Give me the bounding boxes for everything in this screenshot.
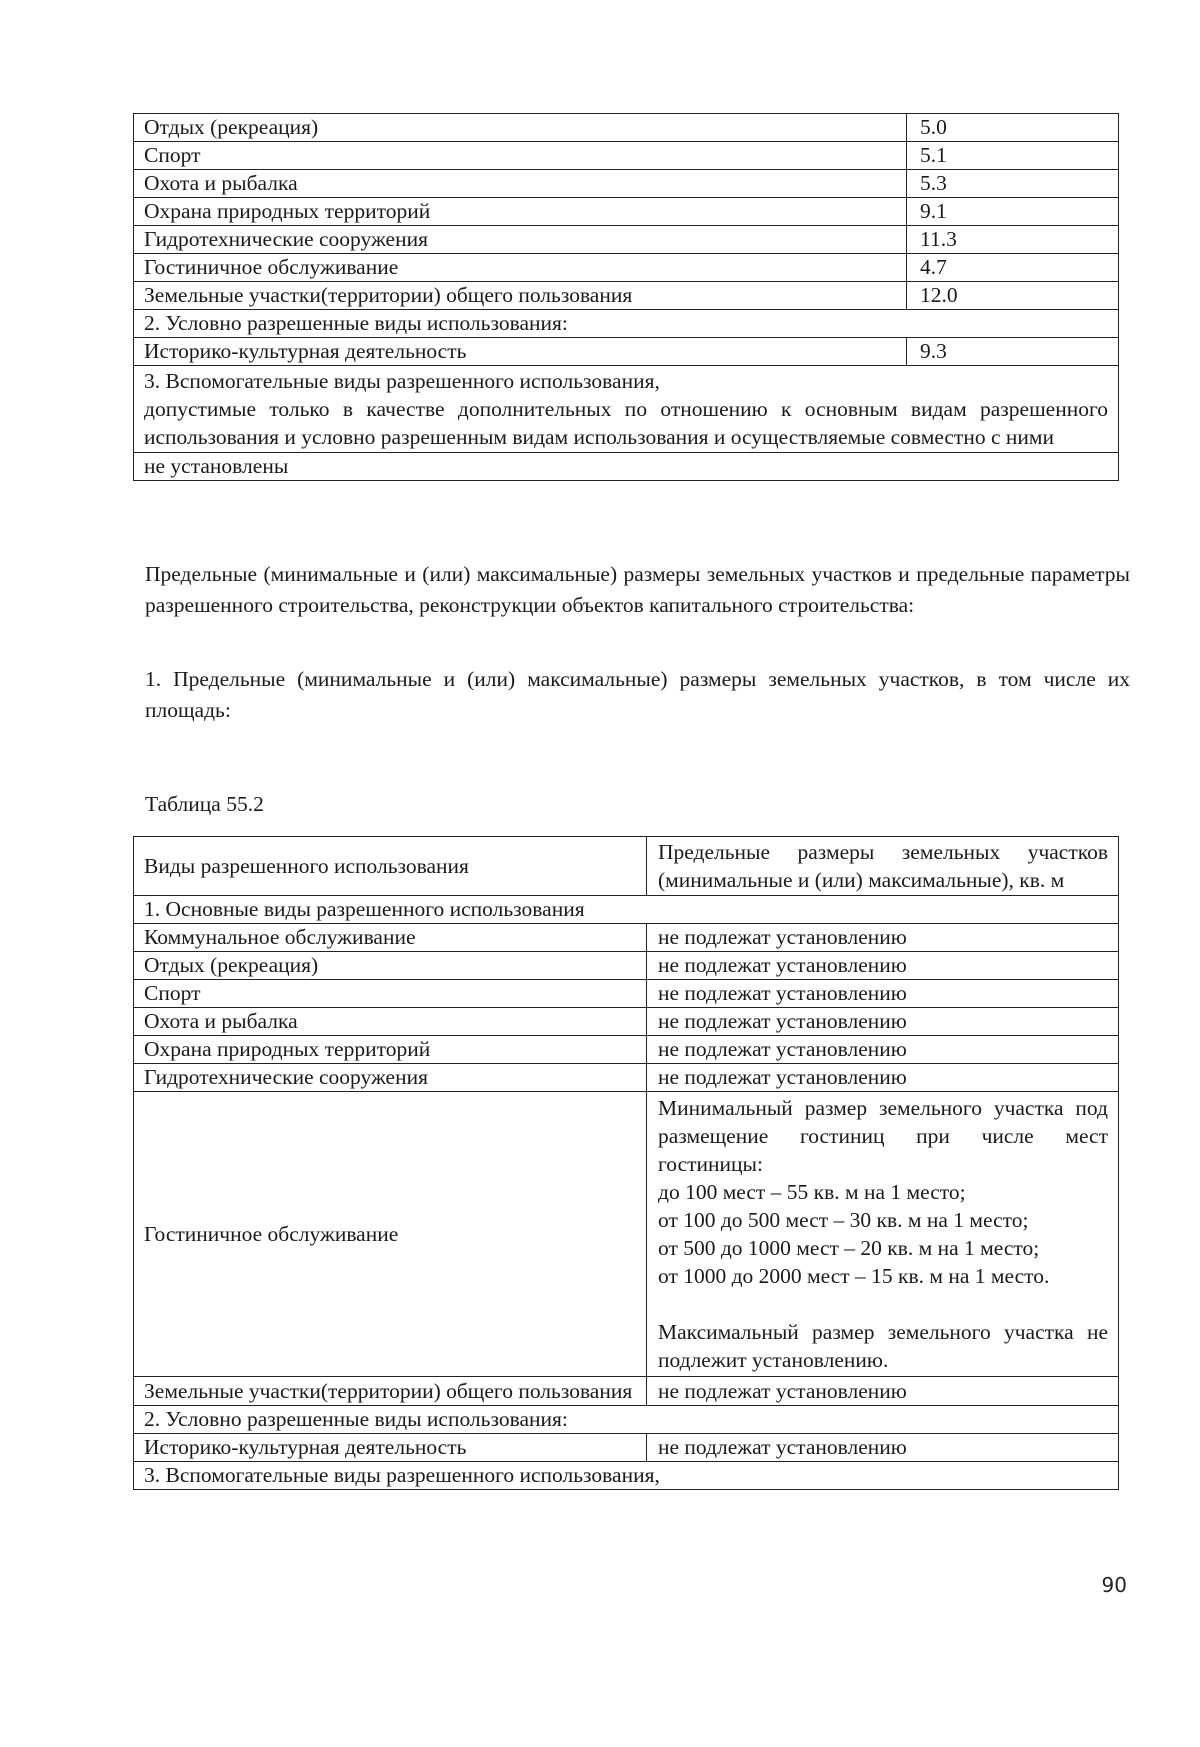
use-name: Отдых (рекреация) (134, 114, 907, 142)
section-header-row (134, 366, 1119, 453)
hotel-tier: до 100 мест – 55 кв. м на 1 место; (658, 1180, 966, 1204)
use-name: Коммунальное обслуживание (134, 924, 647, 952)
table-row (134, 952, 1119, 980)
use-code: 4.7 (907, 254, 1119, 282)
paragraph-land-sizes: 1. Предельные (минимальные и (или) максимальные) размеры земельных участков, в том числе их площадь: (145, 667, 1130, 722)
auxiliary-uses-header: 3. Вспомогательные виды разрешенного использования, (134, 1462, 1119, 1490)
hotel-tier: от 100 до 500 мест – 30 кв. м на 1 место; (658, 1208, 1029, 1232)
table-row (134, 924, 1119, 952)
use-code: 5.0 (907, 114, 1119, 142)
hotel-tier: от 500 до 1000 мест – 20 кв. м на 1 место; (658, 1236, 1040, 1260)
section-header-row (134, 1462, 1119, 1490)
size-limit: не подлежат установлению (647, 1377, 1119, 1406)
use-name: Историко-культурная деятельность (134, 1434, 647, 1462)
hotel-max-note: Максимальный размер земельного участка не подлежит установлению. (658, 1320, 1108, 1372)
section-header-row (134, 1406, 1119, 1434)
header-size-limits: Предельные размеры земельных участков (минимальные и (или) максимальные), кв. м (647, 837, 1119, 896)
table-row (134, 1008, 1119, 1036)
auxiliary-header-line2: допустимые только в качестве дополнительных по отношению к основным видам разрешенного использования и условно разрешенным видам использования и осуществляемые совместно с ними (144, 397, 1108, 449)
auxiliary-uses-value: не установлены (134, 453, 1119, 481)
table-row (134, 1064, 1119, 1092)
section-header-row (134, 896, 1119, 924)
table-row (134, 198, 1119, 226)
hotel-size-limits (647, 1092, 1119, 1377)
table-header-row (134, 837, 1119, 896)
table-row (134, 170, 1119, 198)
main-uses-header: 1. Основные виды разрешенного использования (134, 896, 1119, 924)
use-name: Спорт (134, 980, 647, 1008)
use-name: Гостиничное обслуживание (134, 1092, 647, 1377)
use-code: 9.1 (907, 198, 1119, 226)
size-limit: не подлежат установлению (647, 924, 1119, 952)
table-caption: Таблица 55.2 (145, 792, 264, 816)
table-row (134, 1434, 1119, 1462)
table-row (134, 1377, 1119, 1406)
use-name: Историко-культурная деятельность (134, 338, 907, 366)
size-limit: не подлежат установлению (647, 980, 1119, 1008)
table-row (134, 980, 1119, 1008)
use-name: Охрана природных территорий (134, 1036, 647, 1064)
use-code: 5.1 (907, 142, 1119, 170)
size-limit: не подлежат установлению (647, 1064, 1119, 1092)
hotel-min-intro: Минимальный размер земельного участка под размещение гостиниц при числе мест гостиницы: (658, 1096, 1108, 1176)
section-header-row (134, 310, 1119, 338)
conditional-uses-header: 2. Условно разрешенные виды использования: (134, 1406, 1119, 1434)
use-name: Гостиничное обслуживание (134, 254, 907, 282)
size-limit: не подлежат установлению (647, 952, 1119, 980)
header-uses: Виды разрешенного использования (134, 837, 647, 896)
use-name: Гидротехнические сооружения (134, 226, 907, 254)
auxiliary-uses-header (134, 366, 1119, 453)
table-row (134, 254, 1119, 282)
conditional-uses-header: 2. Условно разрешенные виды использования: (134, 310, 1119, 338)
use-code: 5.3 (907, 170, 1119, 198)
use-code: 11.3 (907, 226, 1119, 254)
land-size-limits-table (133, 836, 1119, 1490)
size-limit: не подлежат установлению (647, 1036, 1119, 1064)
table-row (134, 114, 1119, 142)
use-name: Отдых (рекреация) (134, 952, 647, 980)
size-limit: не подлежат установлению (647, 1434, 1119, 1462)
size-limit: не подлежат установлению (647, 1008, 1119, 1036)
use-name: Спорт (134, 142, 907, 170)
spacer (658, 1290, 1108, 1318)
permitted-uses-table (133, 113, 1119, 481)
table-row (134, 453, 1119, 481)
use-code: 9.3 (907, 338, 1119, 366)
use-code: 12.0 (907, 282, 1119, 310)
use-name: Охота и рыбалка (134, 170, 907, 198)
use-name: Гидротехнические сооружения (134, 1064, 647, 1092)
paragraph-limits-intro: Предельные (минимальные и (или) максимальные) размеры земельных участков и предельные параметры разрешенного строительства, реконструкции объектов капитального строительства: (145, 562, 1130, 617)
use-name: Земельные участки(территории) общего пользования (134, 1377, 647, 1406)
auxiliary-header-line1: 3. Вспомогательные виды разрешенного использования, (144, 369, 660, 393)
table-row (134, 282, 1119, 310)
use-name: Земельные участки(территории) общего пользования (134, 282, 907, 310)
page-number: 90 (1101, 1573, 1127, 1597)
table-row (134, 1036, 1119, 1064)
hotel-tier: от 1000 до 2000 мест – 15 кв. м на 1 место. (658, 1264, 1050, 1288)
use-name: Охрана природных территорий (134, 198, 907, 226)
table-row (134, 338, 1119, 366)
table-row (134, 226, 1119, 254)
table-row (134, 142, 1119, 170)
table-row-hotel (134, 1092, 1119, 1377)
use-name: Охота и рыбалка (134, 1008, 647, 1036)
